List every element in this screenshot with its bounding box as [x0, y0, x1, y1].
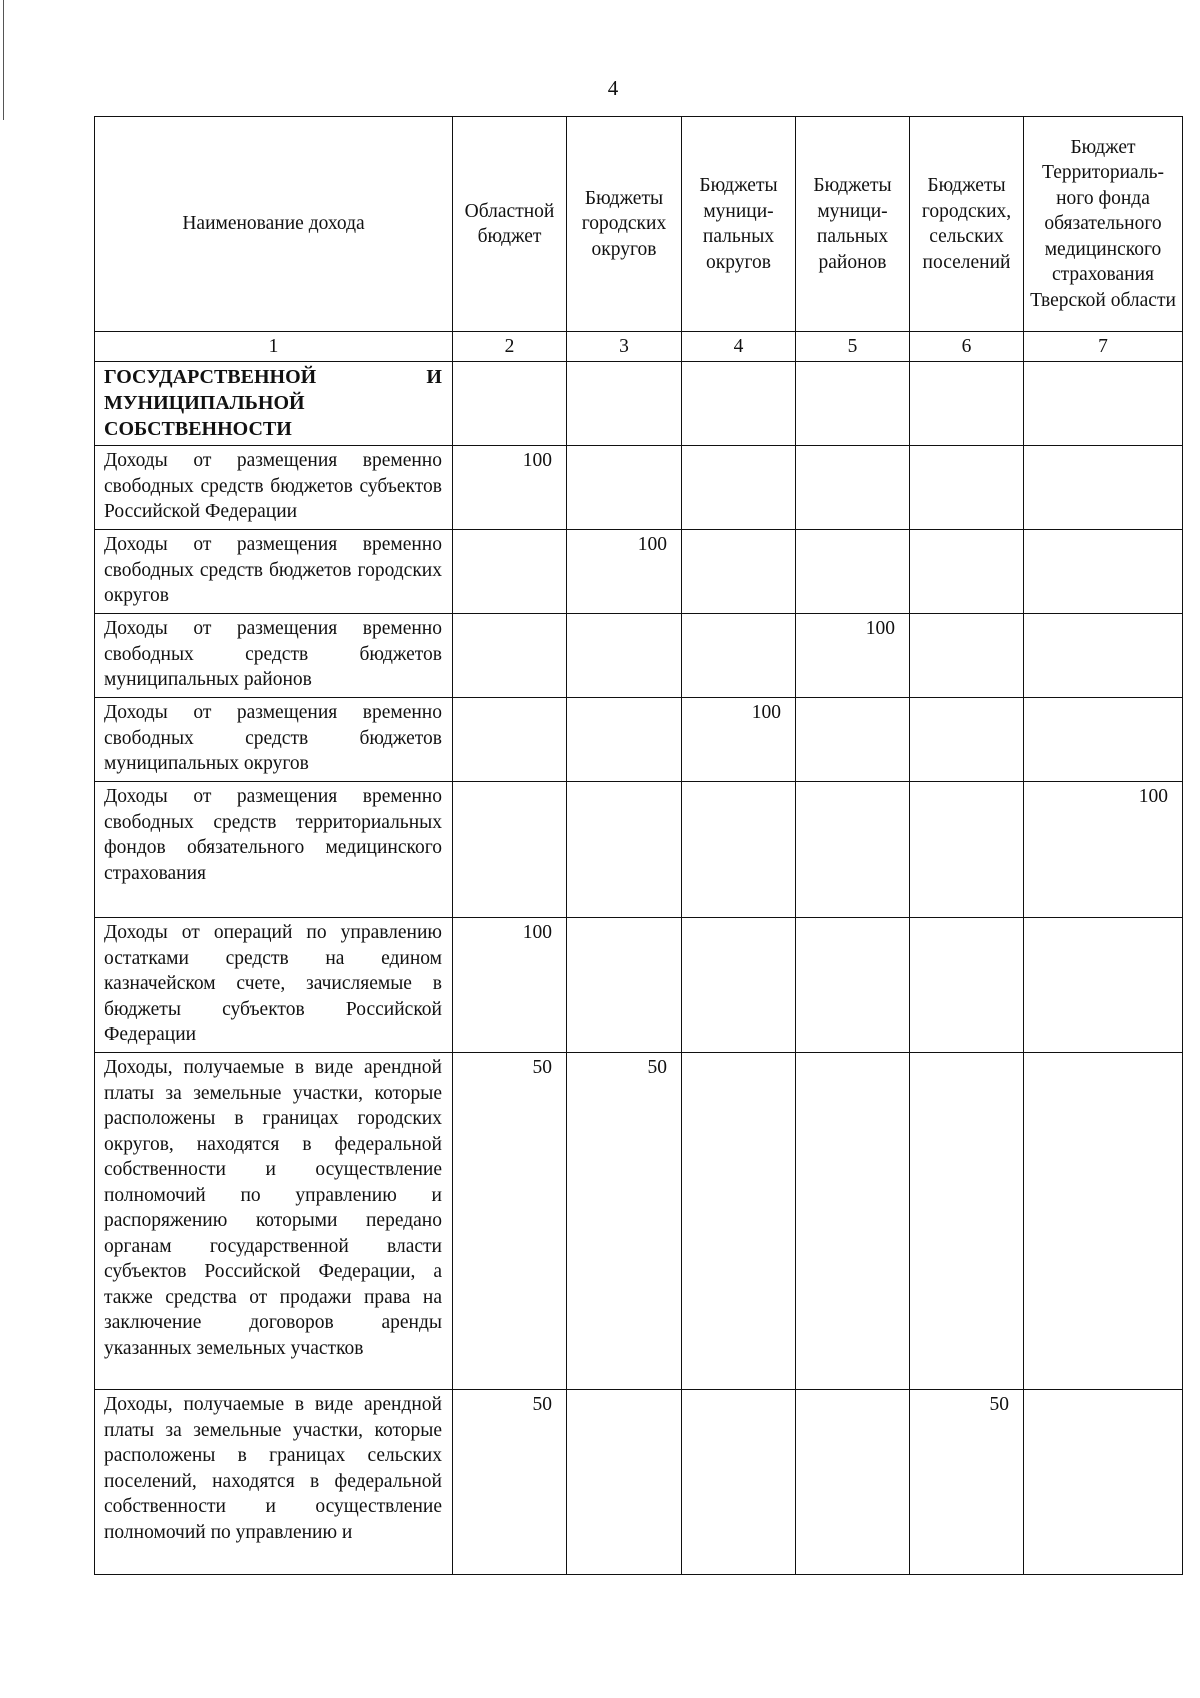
- table-header-row: [95, 117, 1183, 332]
- value-municipal-districts: [682, 446, 796, 530]
- header-city-district-budgets: Бюджеты городских округов: [567, 117, 682, 332]
- value-health-fund: [1024, 614, 1183, 698]
- revenue-name: Доходы от размещения временно свободных средств территориальных фондов обязательного медицинского страхования: [95, 782, 453, 918]
- value-municipal-districts: [682, 1053, 796, 1390]
- value-settlements: [910, 446, 1024, 530]
- value-municipal-districts: 100: [682, 698, 796, 782]
- value-health-fund: 100: [1024, 782, 1183, 918]
- revenue-name: Доходы, получаемые в виде арендной платы за земельные участки, которые расположены в границах сельских поселений, находятся в федеральной собственности и осуществление полномочий по управлению и: [95, 1390, 453, 1575]
- value-city-districts: [567, 446, 682, 530]
- value-municipal-districts: [682, 918, 796, 1053]
- value-municipal-areas: 100: [796, 614, 910, 698]
- value-settlements: [910, 918, 1024, 1053]
- value-municipal-districts: [682, 530, 796, 614]
- value-municipal-areas: [796, 1053, 910, 1390]
- value-city-districts: [567, 614, 682, 698]
- column-number: 7: [1024, 332, 1183, 362]
- value-city-districts: [567, 698, 682, 782]
- value-regional: [453, 530, 567, 614]
- value-municipal-districts: [682, 782, 796, 918]
- value-health-fund: [1024, 362, 1183, 446]
- value-municipal-districts: [682, 1390, 796, 1575]
- value-settlements: [910, 530, 1024, 614]
- revenue-name: Доходы от размещения временно свободных средств бюджетов субъектов Российской Федерации: [95, 446, 453, 530]
- column-number: 6: [910, 332, 1024, 362]
- value-regional: 50: [453, 1390, 567, 1575]
- value-city-districts: [567, 362, 682, 446]
- value-settlements: [910, 362, 1024, 446]
- column-number: 2: [453, 332, 567, 362]
- value-municipal-areas: [796, 782, 910, 918]
- value-regional: [453, 614, 567, 698]
- table-row: [95, 918, 1183, 1053]
- value-municipal-districts: [682, 614, 796, 698]
- value-city-districts: 50: [567, 1053, 682, 1390]
- column-number: 5: [796, 332, 910, 362]
- value-regional: [453, 698, 567, 782]
- value-settlements: 50: [910, 1390, 1024, 1575]
- table-row: [95, 446, 1183, 530]
- value-municipal-areas: [796, 918, 910, 1053]
- value-municipal-districts: [682, 362, 796, 446]
- revenue-name: Доходы, получаемые в виде арендной платы за земельные участки, которые расположены в границах городских округов, находятся в федеральной собственности и осуществление полномочий по управлению и распоряжению которыми передано органам государственной власти субъектов Российской Федерации, а также средства от продажи права на заключение договоров аренды указанных земельных участков: [95, 1053, 453, 1390]
- value-settlements: [910, 782, 1024, 918]
- table-row: [95, 614, 1183, 698]
- value-regional: [453, 362, 567, 446]
- revenue-name: Доходы от размещения временно свободных средств бюджетов городских округов: [95, 530, 453, 614]
- value-city-districts: 100: [567, 530, 682, 614]
- table-row: [95, 782, 1183, 918]
- value-regional: 50: [453, 1053, 567, 1390]
- column-number-row: [95, 332, 1183, 362]
- value-city-districts: [567, 1390, 682, 1575]
- value-regional: 100: [453, 446, 567, 530]
- value-health-fund: [1024, 1053, 1183, 1390]
- column-number: 1: [95, 332, 453, 362]
- column-number: 4: [682, 332, 796, 362]
- value-city-districts: [567, 918, 682, 1053]
- header-health-insurance-fund-budget: Бюджет Территориаль-ного фонда обязательного медицинского страхования Тверской области: [1024, 117, 1183, 332]
- value-municipal-areas: [796, 1390, 910, 1575]
- revenue-name: Доходы от размещения временно свободных средств бюджетов муниципальных округов: [95, 698, 453, 782]
- revenue-name: Доходы от размещения временно свободных средств бюджетов муниципальных районов: [95, 614, 453, 698]
- column-number: 3: [567, 332, 682, 362]
- page-number: 4: [607, 76, 619, 100]
- revenue-name: Доходы от операций по управлению остатками средств на едином казначейском счете, зачисляемые в бюджеты субъектов Российской Федерации: [95, 918, 453, 1053]
- value-health-fund: [1024, 698, 1183, 782]
- scan-edge-line: [3, 0, 4, 120]
- value-regional: 100: [453, 918, 567, 1053]
- value-health-fund: [1024, 1390, 1183, 1575]
- value-municipal-areas: [796, 698, 910, 782]
- header-municipal-area-budgets: Бюджеты муници-пальных районов: [796, 117, 910, 332]
- header-regional-budget: Областной бюджет: [453, 117, 567, 332]
- table-row: [95, 362, 1183, 446]
- table-row: [95, 1390, 1183, 1575]
- value-settlements: [910, 1053, 1024, 1390]
- value-health-fund: [1024, 918, 1183, 1053]
- value-health-fund: [1024, 530, 1183, 614]
- header-municipal-district-budgets: Бюджеты муници-пальных округов: [682, 117, 796, 332]
- header-settlement-budgets: Бюджеты городских, сельских поселений: [910, 117, 1024, 332]
- value-municipal-areas: [796, 446, 910, 530]
- table-row: [95, 530, 1183, 614]
- value-regional: [453, 782, 567, 918]
- table-row: [95, 1053, 1183, 1390]
- value-municipal-areas: [796, 530, 910, 614]
- revenue-name: ГОСУДАРСТВЕННОЙ И МУНИЦИПАЛЬНОЙ СОБСТВЕННОСТИ: [95, 362, 453, 446]
- value-settlements: [910, 614, 1024, 698]
- header-revenue-name: Наименование дохода: [95, 117, 453, 332]
- value-health-fund: [1024, 446, 1183, 530]
- table-row: [95, 698, 1183, 782]
- value-municipal-areas: [796, 362, 910, 446]
- value-settlements: [910, 698, 1024, 782]
- revenue-distribution-table: [94, 116, 1183, 1575]
- value-city-districts: [567, 782, 682, 918]
